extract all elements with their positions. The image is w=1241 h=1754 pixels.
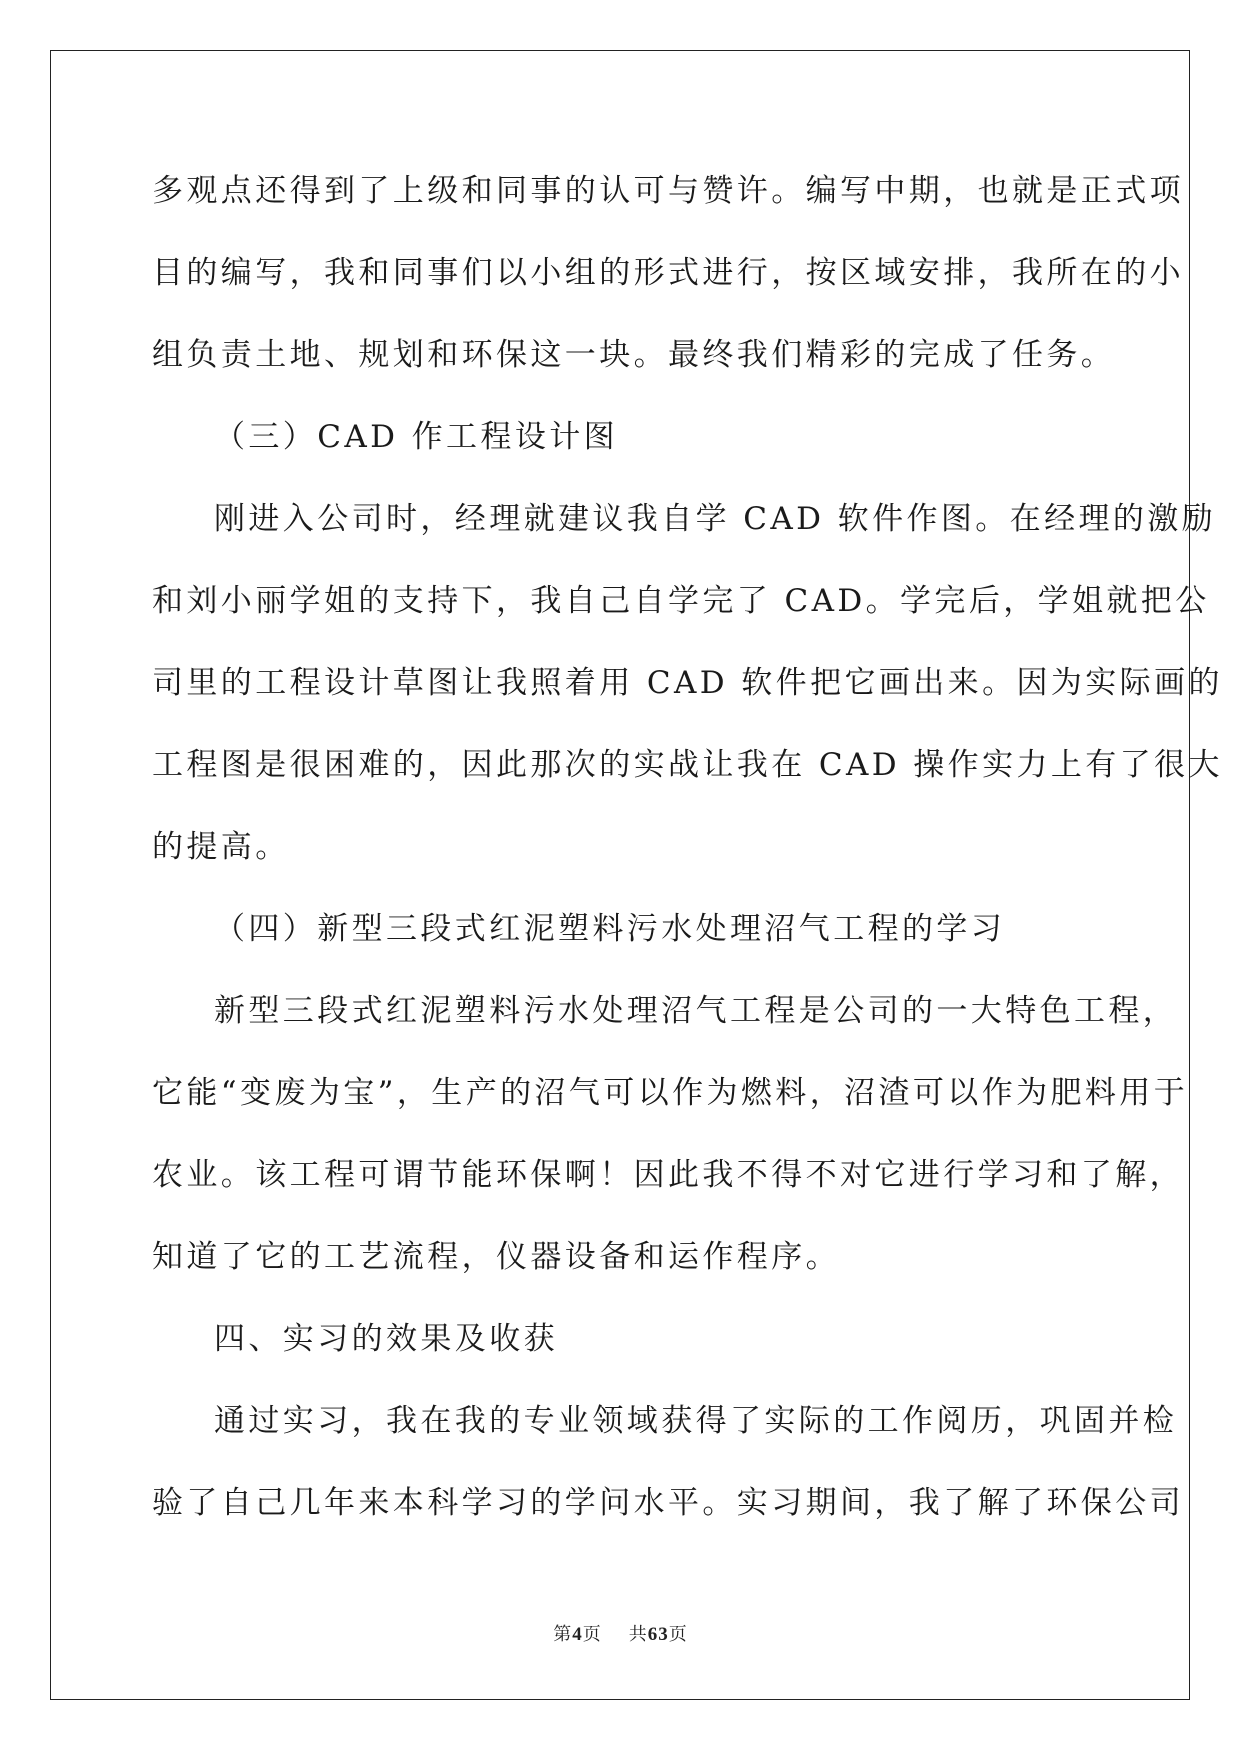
paragraph-line: 工程图是很困难的，因此那次的实战让我在 CAD 操作实力上有了很大 (152, 747, 1223, 783)
footer-prefix: 第 (553, 1624, 573, 1645)
section-heading: （三）CAD 作工程设计图 (214, 419, 619, 455)
page-number-footer (0, 1620, 1241, 1646)
section-heading: （四）新型三段式红泥塑料污水处理沼气工程的学习 (214, 911, 1006, 947)
paragraph-line: 刚进入公司时，经理就建议我自学 CAD 软件作图。在经理的激励 (214, 501, 1217, 537)
paragraph-line: 司里的工程设计草图让我照着用 CAD 软件把它画出来。因为实际画的 (152, 665, 1223, 701)
paragraph-line: 农业。该工程可谓节能环保啊！因此我不得不对它进行学习和了解， (152, 1157, 1184, 1193)
footer-total-prefix: 共 (628, 1624, 648, 1645)
paragraph-line: 和刘小丽学姐的支持下，我自己自学完了 CAD。学完后，学姐就把公 (152, 583, 1210, 619)
paragraph-line: 通过实习，我在我的专业领域获得了实际的工作阅历，巩固并检 (214, 1403, 1178, 1439)
current-page-number: 4 (572, 1624, 583, 1645)
paragraph-line: 组负责土地、规划和环保这一块。最终我们精彩的完成了任务。 (152, 337, 1116, 373)
paragraph-line: 多观点还得到了上级和同事的认可与赞许。编写中期，也就是正式项 (152, 173, 1184, 209)
section-heading: 四、实习的效果及收获 (214, 1321, 558, 1357)
footer-page-unit: 页 (582, 1624, 602, 1645)
paragraph-line: 目的编写，我和同事们以小组的形式进行，按区域安排，我所在的小 (152, 255, 1184, 291)
total-page-count: 63 (647, 1624, 669, 1645)
paragraph-line: 它能“变废为宝”，生产的沼气可以作为燃料，沼渣可以作为肥料用于 (152, 1075, 1189, 1111)
document-body (152, 150, 1223, 1544)
paragraph-line: 验了自己几年来本科学习的学问水平。实习期间，我了解了环保公司 (152, 1485, 1184, 1521)
paragraph-line: 知道了它的工艺流程，仪器设备和运作程序。 (152, 1239, 840, 1275)
footer-total-unit: 页 (668, 1624, 688, 1645)
paragraph-line: 新型三段式红泥塑料污水处理沼气工程是公司的一大特色工程， (214, 993, 1178, 1029)
paragraph-line: 的提高。 (152, 829, 290, 865)
